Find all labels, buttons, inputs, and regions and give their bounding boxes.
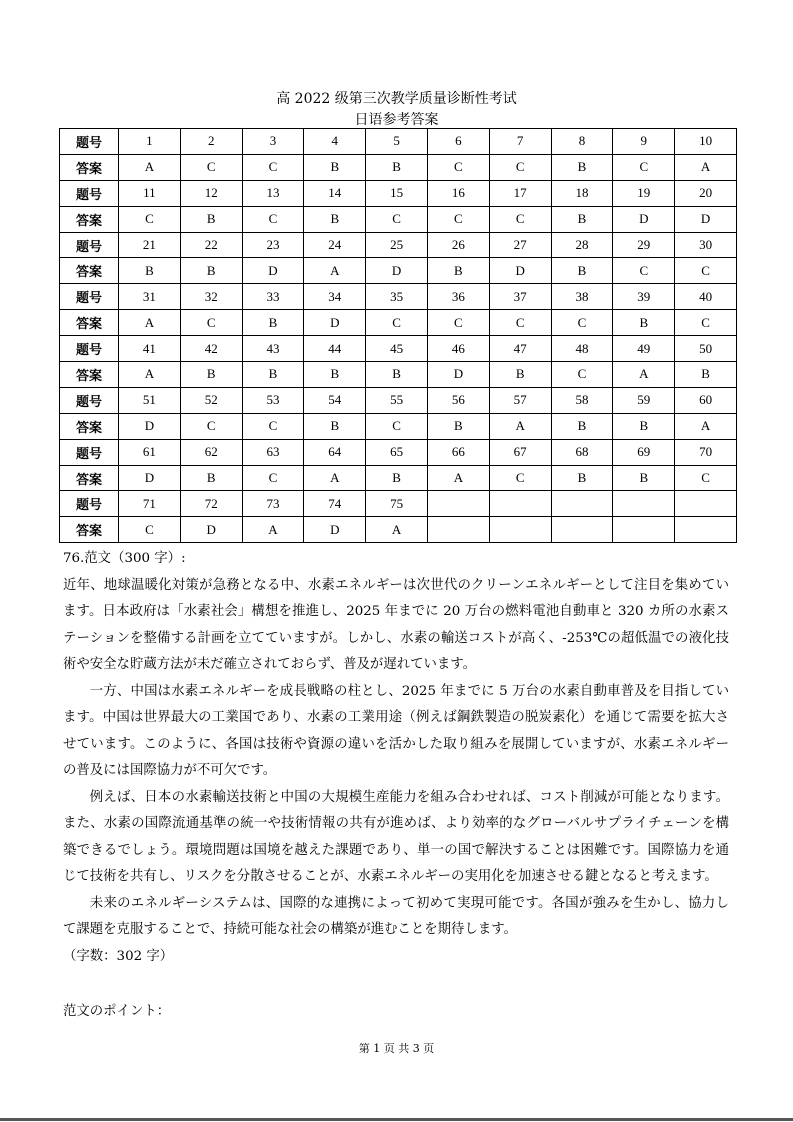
question-number-row — [60, 180, 737, 206]
question-number-cell: 35 — [366, 284, 428, 310]
question-number-cell: 1 — [119, 129, 181, 155]
answer-cell: B — [180, 362, 242, 388]
question-number-cell: 18 — [551, 180, 613, 206]
answer-cell — [489, 517, 551, 543]
answer-cell: A — [119, 310, 181, 336]
question-number-cell: 21 — [119, 232, 181, 258]
answer-cell — [675, 517, 737, 543]
question-number-cell: 24 — [304, 232, 366, 258]
answer-table — [59, 128, 737, 543]
question-number-row-label: 题号 — [60, 387, 119, 413]
question-number-cell: 23 — [242, 232, 304, 258]
question-number-cell: 58 — [551, 387, 613, 413]
answer-cell: A — [675, 413, 737, 439]
exam-subtitle: 日语参考答案 — [354, 112, 439, 128]
question-number-row — [60, 491, 737, 517]
question-number-cell: 56 — [427, 387, 489, 413]
answer-cell: B — [304, 154, 366, 180]
question-number-cell: 39 — [613, 284, 675, 310]
answer-cell: D — [427, 362, 489, 388]
question-number-cell: 75 — [366, 491, 428, 517]
question-number-cell — [551, 491, 613, 517]
answer-cell: B — [366, 362, 428, 388]
question-number-cell: 37 — [489, 284, 551, 310]
answer-cell: B — [613, 310, 675, 336]
answer-row-label: 答案 — [60, 413, 119, 439]
exam-title: 高 2022 级第三次教学质量诊断性考试 — [276, 91, 517, 107]
answer-cell: B — [180, 465, 242, 491]
question-number-cell: 28 — [551, 232, 613, 258]
question-number-cell: 9 — [613, 129, 675, 155]
question-number-cell: 40 — [675, 284, 737, 310]
answer-cell: B — [613, 413, 675, 439]
answer-cell: D — [119, 413, 181, 439]
question-number-cell: 72 — [180, 491, 242, 517]
question-number-cell: 67 — [489, 439, 551, 465]
question-number-row — [60, 336, 737, 362]
question-number-cell: 54 — [304, 387, 366, 413]
question-number-cell: 51 — [119, 387, 181, 413]
answer-cell: A — [366, 517, 428, 543]
answer-row — [60, 206, 737, 232]
question-number-cell: 73 — [242, 491, 304, 517]
essay-paragraph-3: 例えば、日本の水素輸送技術と中国の大規模生産能力を組み合わせれば、コスト削減が可能となります。また、水素の国際流通基準の統一や技術情報の共有が進めば、より効率的なグローバルサプライチェーンを構築できるでしょう。環境問題は国境を越えた課題であり、単一の国で解決することは困難です。国際協力を通じて技術を共有し、リスクを分散させることが、水素エネルギーの実用化を加速させる鍵となると考えます。 — [63, 789, 729, 884]
question-number-cell: 13 — [242, 180, 304, 206]
answer-cell: D — [366, 258, 428, 284]
answer-cell: C — [180, 310, 242, 336]
answer-cell: C — [119, 517, 181, 543]
question-number-cell: 34 — [304, 284, 366, 310]
answer-cell: A — [119, 362, 181, 388]
question-number-cell: 48 — [551, 336, 613, 362]
answer-cell: A — [242, 517, 304, 543]
answer-cell: D — [242, 258, 304, 284]
question-number-cell: 44 — [304, 336, 366, 362]
answer-row — [60, 258, 737, 284]
question-number-cell: 69 — [613, 439, 675, 465]
question-number-cell: 29 — [613, 232, 675, 258]
answer-cell: C — [242, 465, 304, 491]
answer-cell — [427, 517, 489, 543]
essay-paragraph-4: 未来のエネルギーシステムは、国際的な連携によって初めて実現可能です。各国が強みを生かし、協力して課題を克服することで、持続可能な社会の構築が進むことを期待します。 — [63, 895, 729, 937]
question-number-cell: 4 — [304, 129, 366, 155]
answer-cell: A — [427, 465, 489, 491]
answer-cell: B — [427, 413, 489, 439]
answer-cell: D — [180, 517, 242, 543]
answer-cell: D — [675, 206, 737, 232]
answer-cell: B — [366, 154, 428, 180]
answer-cell: C — [489, 310, 551, 336]
answer-cell: C — [613, 154, 675, 180]
answer-row — [60, 465, 737, 491]
answer-row-label: 答案 — [60, 206, 119, 232]
question-number-row-label: 题号 — [60, 491, 119, 517]
question-number-row — [60, 284, 737, 310]
question-number-row — [60, 439, 737, 465]
question-number-cell: 74 — [304, 491, 366, 517]
question-number-cell: 16 — [427, 180, 489, 206]
points-heading: 范文のポイント： — [63, 1004, 171, 1019]
question-number-cell: 5 — [366, 129, 428, 155]
answer-cell: D — [119, 465, 181, 491]
answer-row — [60, 310, 737, 336]
answer-cell: B — [551, 258, 613, 284]
answer-cell: C — [119, 206, 181, 232]
answer-cell: C — [551, 362, 613, 388]
question-number-row-label: 题号 — [60, 129, 119, 155]
question-number-row — [60, 232, 737, 258]
answer-cell: C — [675, 258, 737, 284]
answer-cell: B — [489, 362, 551, 388]
answer-cell: B — [119, 258, 181, 284]
question-number-row — [60, 387, 737, 413]
question-number-cell: 7 — [489, 129, 551, 155]
answer-cell: C — [242, 154, 304, 180]
answer-cell: A — [489, 413, 551, 439]
question-number-cell: 61 — [119, 439, 181, 465]
answer-cell: B — [304, 362, 366, 388]
answer-row — [60, 362, 737, 388]
question-number-row-label: 题号 — [60, 232, 119, 258]
model-essay — [63, 546, 729, 970]
answer-row-label: 答案 — [60, 154, 119, 180]
answer-cell: C — [242, 206, 304, 232]
question-number-cell — [613, 491, 675, 517]
answer-row — [60, 154, 737, 180]
answer-cell: C — [366, 206, 428, 232]
question-number-cell: 25 — [366, 232, 428, 258]
answer-cell: B — [242, 310, 304, 336]
question-number-cell — [427, 491, 489, 517]
question-number-cell: 62 — [180, 439, 242, 465]
answer-cell: C — [366, 413, 428, 439]
answer-row-label: 答案 — [60, 517, 119, 543]
answer-cell — [613, 517, 675, 543]
answer-row-label: 答案 — [60, 258, 119, 284]
question-number-cell: 41 — [119, 336, 181, 362]
question-number-cell: 45 — [366, 336, 428, 362]
question-number-cell: 66 — [427, 439, 489, 465]
answer-cell: C — [489, 154, 551, 180]
question-number-cell: 50 — [675, 336, 737, 362]
question-number-cell: 64 — [304, 439, 366, 465]
question-number-row-label: 题号 — [60, 180, 119, 206]
question-number-cell: 12 — [180, 180, 242, 206]
question-number-cell: 17 — [489, 180, 551, 206]
answer-row-label: 答案 — [60, 465, 119, 491]
answer-cell: C — [675, 310, 737, 336]
answer-cell: B — [304, 413, 366, 439]
question-number-cell: 22 — [180, 232, 242, 258]
answer-cell: C — [242, 413, 304, 439]
question-number-cell: 70 — [675, 439, 737, 465]
answer-cell: B — [242, 362, 304, 388]
question-number-cell: 32 — [180, 284, 242, 310]
answer-cell: B — [551, 206, 613, 232]
question-number-cell: 8 — [551, 129, 613, 155]
answer-cell: C — [180, 413, 242, 439]
answer-cell: B — [180, 206, 242, 232]
answer-cell: D — [304, 310, 366, 336]
answer-cell: A — [119, 154, 181, 180]
question-number-row-label: 题号 — [60, 439, 119, 465]
question-number-cell: 71 — [119, 491, 181, 517]
question-number-cell — [489, 491, 551, 517]
question-number-cell: 52 — [180, 387, 242, 413]
answer-cell: A — [613, 362, 675, 388]
answer-cell: A — [675, 154, 737, 180]
answer-cell — [551, 517, 613, 543]
answer-cell: B — [675, 362, 737, 388]
question-number-cell: 57 — [489, 387, 551, 413]
essay-paragraph-2: 一方、中国は水素エネルギーを成長戦略の柱とし、2025 年までに 5 万台の水素自動車普及を目指しています。中国は世界最大の工業国であり、水素の工業用途（例えば鋼鉄製造の脱炭素化）を通じて需要を拡大させています。このように、各国は技術や資源の違いを活かした取り組みを展開していますが、水素エネルギーの普及には国際協力が不可欠です。 — [63, 683, 729, 778]
question-number-cell: 14 — [304, 180, 366, 206]
question-number-cell: 63 — [242, 439, 304, 465]
answer-cell: A — [304, 465, 366, 491]
answer-cell: B — [551, 465, 613, 491]
question-number-cell: 42 — [180, 336, 242, 362]
answer-cell: C — [427, 310, 489, 336]
answer-cell: C — [489, 206, 551, 232]
essay-word-count: （字数：302 字） — [63, 948, 174, 964]
answer-cell: C — [366, 310, 428, 336]
question-number-row — [60, 129, 737, 155]
answer-row — [60, 517, 737, 543]
question-number-cell: 3 — [242, 129, 304, 155]
question-number-cell: 49 — [613, 336, 675, 362]
question-number-row-label: 题号 — [60, 284, 119, 310]
answer-cell: D — [304, 517, 366, 543]
page-footer: 第 1 页 共 3 页 — [358, 1042, 435, 1055]
answer-cell: C — [551, 310, 613, 336]
question-number-cell: 6 — [427, 129, 489, 155]
answer-cell: A — [304, 258, 366, 284]
question-number-cell: 46 — [427, 336, 489, 362]
answer-row — [60, 413, 737, 439]
question-number-cell: 27 — [489, 232, 551, 258]
answer-cell: C — [427, 154, 489, 180]
question-number-cell: 47 — [489, 336, 551, 362]
answer-cell: C — [489, 465, 551, 491]
answer-cell: B — [551, 413, 613, 439]
question-number-cell: 53 — [242, 387, 304, 413]
question-number-cell: 19 — [613, 180, 675, 206]
answer-cell: C — [675, 465, 737, 491]
question-number-cell: 33 — [242, 284, 304, 310]
question-number-cell: 30 — [675, 232, 737, 258]
answer-cell: C — [427, 206, 489, 232]
question-number-row-label: 题号 — [60, 336, 119, 362]
answer-cell: B — [551, 154, 613, 180]
answer-cell: B — [304, 206, 366, 232]
question-number-cell: 55 — [366, 387, 428, 413]
question-number-cell: 10 — [675, 129, 737, 155]
answer-cell: B — [613, 465, 675, 491]
answer-cell: C — [180, 154, 242, 180]
question-number-cell: 65 — [366, 439, 428, 465]
question-number-cell: 11 — [119, 180, 181, 206]
question-number-cell: 59 — [613, 387, 675, 413]
question-number-cell: 36 — [427, 284, 489, 310]
answer-cell: D — [489, 258, 551, 284]
answer-cell: B — [180, 258, 242, 284]
essay-heading: 76.范文（300 字）: — [63, 551, 186, 566]
question-number-cell: 60 — [675, 387, 737, 413]
question-number-cell — [675, 491, 737, 517]
question-number-cell: 15 — [366, 180, 428, 206]
question-number-cell: 38 — [551, 284, 613, 310]
question-number-cell: 43 — [242, 336, 304, 362]
answer-cell: D — [613, 206, 675, 232]
question-number-cell: 2 — [180, 129, 242, 155]
question-number-cell: 68 — [551, 439, 613, 465]
question-number-cell: 31 — [119, 284, 181, 310]
answer-row-label: 答案 — [60, 362, 119, 388]
question-number-cell: 26 — [427, 232, 489, 258]
answer-cell: B — [366, 465, 428, 491]
bottom-rule — [0, 1118, 793, 1121]
essay-paragraph-1: 近年、地球温暖化対策が急務となる中、水素エネルギーは次世代のクリーンエネルギーとして注目を集めています。日本政府は「水素社会」構想を推進し、2025 年までに 20 万台の燃料電池自動車と 320 カ所の水素ステーションを整備する計画を立てていますが。しかし、水素の輸送コストが高く、-253℃の超低温での液化技術や安全な貯蔵方法が未だ確立されておらず、普及が遅れています。 — [63, 577, 729, 672]
answer-cell: C — [613, 258, 675, 284]
question-number-cell: 20 — [675, 180, 737, 206]
answer-row-label: 答案 — [60, 310, 119, 336]
answer-cell: B — [427, 258, 489, 284]
